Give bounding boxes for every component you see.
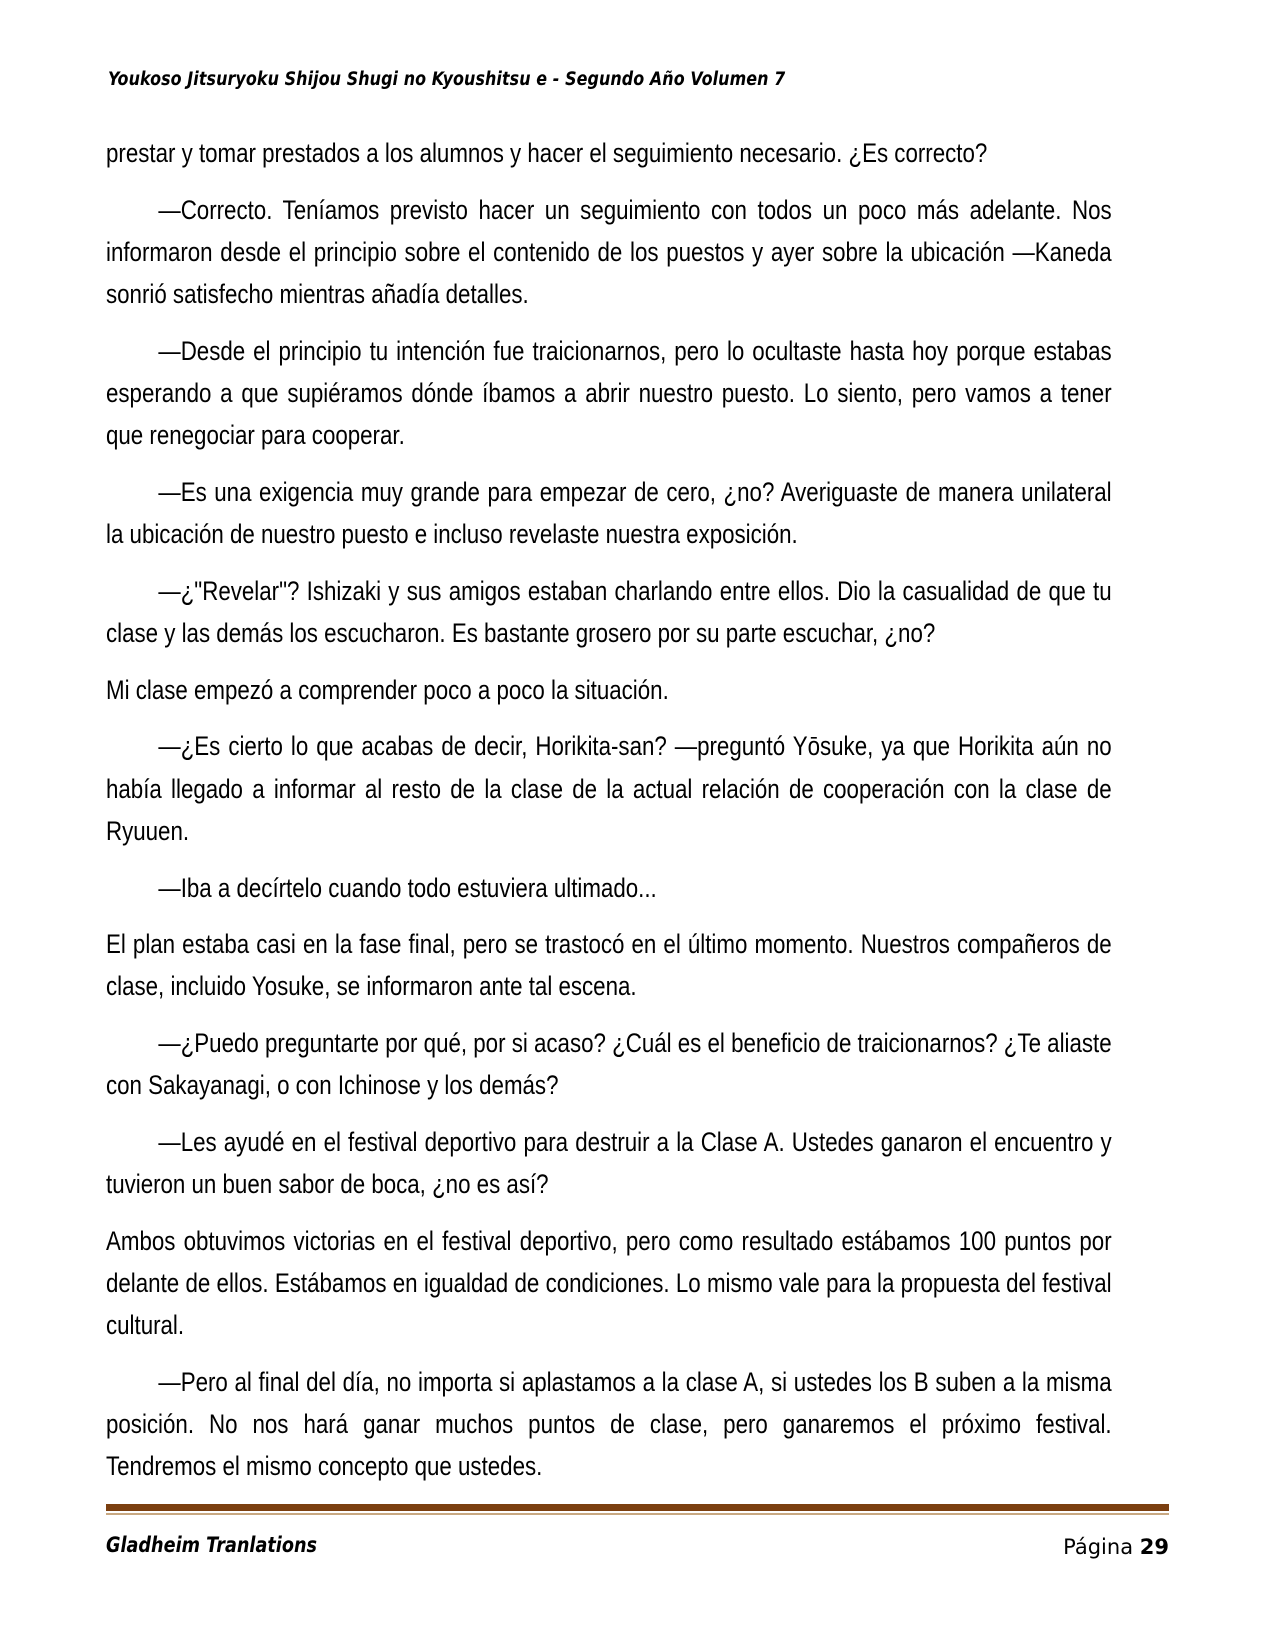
footer-page-indicator bbox=[1063, 1535, 1169, 1559]
footer-divider-thick bbox=[106, 1504, 1169, 1511]
paragraph: Ambos obtuvimos victorias en el festival deportivo, pero como resultado estábamos 100 puntos por delante de ellos. Estábamos en igualdad de condiciones. Lo mismo vale para la propuesta del festival cultural. bbox=[106, 1225, 1112, 1341]
paragraph: —Iba a decírtelo cuando todo estuviera ultimado... bbox=[158, 872, 657, 903]
paragraph: —Pero al final del día, no importa si aplastamos a la clase A, si ustedes los B suben a la misma posición. No nos hará ganar muchos puntos de clase, pero ganaremos el próximo festival. Tendremos el mismo concepto que ustedes. bbox=[106, 1367, 1112, 1482]
paragraph: —Les ayudé en el festival deportivo para destruir a la Clase A. Ustedes ganaron el encuentro y tuvieron un buen sabor de boca, ¿no es así? bbox=[106, 1127, 1112, 1200]
paragraph: El plan estaba casi en la fase final, pero se trastocó en el último momento. Nuestros compañeros de clase, incluido Yosuke, se informaron ante tal escena. bbox=[106, 929, 1112, 1002]
footer-brand: Gladheim Tranlations bbox=[106, 1533, 318, 1557]
footer-content bbox=[106, 1533, 1169, 1567]
paragraph: —Correcto. Teníamos previsto hacer un seguimiento con todos un poco más adelante. Nos informaron desde el principio sobre el contenido de los puestos y ayer sobre la ubicación —Kaneda sonrió satisfecho mientras añadía detalles. bbox=[106, 194, 1112, 310]
paragraph: —Desde el principio tu intención fue traicionarnos, pero lo ocultaste hasta hoy porque estabas esperando a que supiéramos dónde íbamos a abrir nuestro puesto. Lo siento, pero vamos a tener que renegociar para cooperar. bbox=[106, 335, 1112, 451]
paragraph: —¿Puedo preguntarte por qué, por si acaso? ¿Cuál es el beneficio de traicionarnos? ¿Te aliaste con Sakayanagi, o con Ichinose y los demás? bbox=[106, 1028, 1112, 1101]
running-header bbox=[108, 68, 1168, 98]
paragraph: —¿Es cierto lo que acabas de decir, Horikita-san? —preguntó Yōsuke, ya que Horikita aún no había llegado a informar al resto de la clase de la actual relación de cooperación con la clase de Ryuuen. bbox=[106, 731, 1112, 846]
page-number: 29 bbox=[1139, 1535, 1169, 1559]
footer-divider-thin bbox=[106, 1513, 1169, 1515]
paragraph: —¿"Revelar"? Ishizaki y sus amigos estaban charlando entre ellos. Dio la casualidad de que tu clase y las demás los escucharon. Es bastante grosero por su parte escuchar, ¿no? bbox=[106, 575, 1112, 649]
page-body bbox=[106, 132, 1112, 1502]
paragraph: —Es una exigencia muy grande para empezar de cero, ¿no? Averiguaste de manera unilateral la ubicación de nuestro puesto e incluso revelaste nuestra exposición. bbox=[106, 476, 1112, 550]
paragraph: prestar y tomar prestados a los alumnos y hacer el seguimiento necesario. ¿Es correcto? bbox=[106, 138, 988, 168]
page-footer bbox=[106, 1504, 1169, 1567]
paragraph: Mi clase empezó a comprender poco a poco la situación. bbox=[106, 674, 669, 705]
header-title: Youkoso Jitsuryoku Shijou Shugi no Kyoushitsu e - Segundo Año Volumen 7 bbox=[108, 69, 786, 90]
page-label: Página bbox=[1063, 1535, 1134, 1559]
